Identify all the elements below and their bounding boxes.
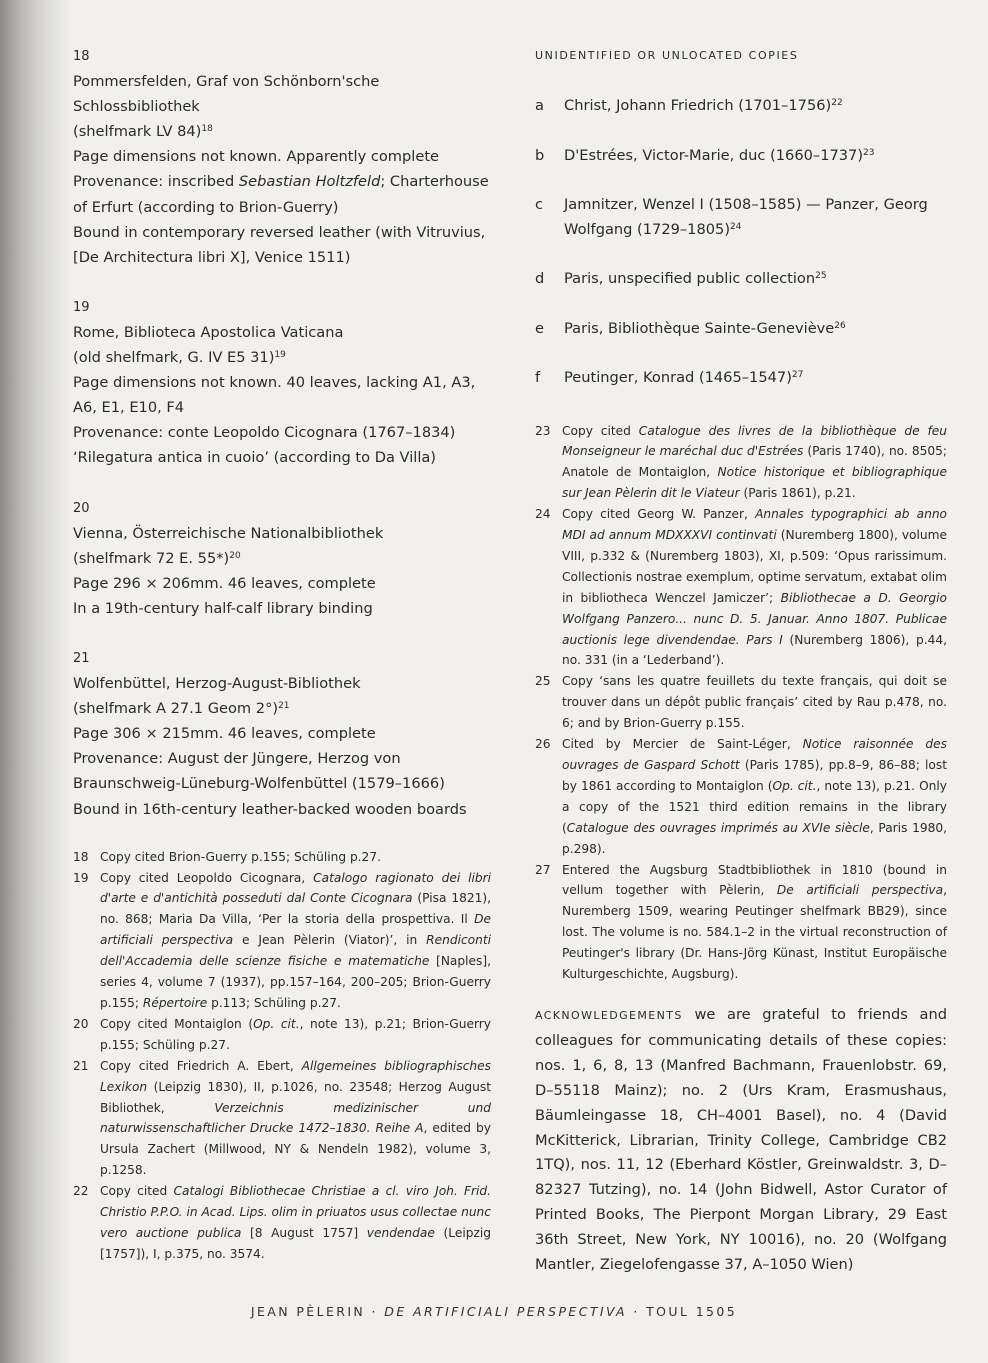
entry-line <box>73 546 491 571</box>
footnote <box>73 1181 491 1265</box>
line-text: Christ, Johann Friedrich (1701–1756) <box>564 97 832 114</box>
italic-text: Bibliothecae a D. Georgio Wolfgang Panzero... nunc D. 5. Januar. Anno 1807. Publicae auctionis lege divendendae. Pars I <box>562 590 948 647</box>
text-segment: Copy cited <box>562 423 639 438</box>
italic-text: Catalogue des livres de la bibliothèque de feu Monseigneur le maréchal duc d'Estrées <box>562 423 947 459</box>
footnote-number: 18 <box>73 849 89 864</box>
line-text: In a 19th-century half-calf library binding <box>73 599 373 617</box>
line-text: Jamnitzer, Wenzel I (1508–1585) — Panzer, Georg <box>564 196 928 213</box>
italic-text: Rendiconti dell'Accademia delle scienze fisiche e matematiche <box>100 933 492 969</box>
copy-entry <box>73 646 491 822</box>
copy-letter: d <box>535 270 545 287</box>
entry-line <box>73 746 491 771</box>
line-text: Provenance: conte Leopoldo Cicognara (1767–1834) <box>73 424 456 442</box>
entry-line <box>73 721 491 746</box>
text-segment: (Pisa 1821), no. 868; Maria Da Villa, ‘Per la storia della prospettiva. Il <box>100 891 491 927</box>
italic-text: De artificiali perspectiva <box>100 912 491 948</box>
footnote-reference: 20 <box>229 550 241 561</box>
text-segment: (Leipzig [1757]), I, p.375, no. 3574. <box>100 1225 491 1261</box>
copy-entry <box>73 496 491 621</box>
footnote-text <box>100 847 491 868</box>
left-column <box>73 44 491 1265</box>
footer-title: DE ARTIFICIALI PERSPECTIVA <box>384 1304 628 1319</box>
copy-body <box>564 366 803 391</box>
line-text: Vienna, Österreichische Nationalbibliothek <box>73 524 384 542</box>
footnote-reference: 21 <box>278 701 290 712</box>
copy-letter: c <box>535 196 544 213</box>
italic-text: Notice raisonnée des ouvrages de Gaspard Schott <box>562 737 947 772</box>
footer-place: · TOUL 1505 <box>627 1304 738 1319</box>
footnote-number: 24 <box>535 507 551 522</box>
text-segment: (Leipzig 1830), II, p.1026, no. 23548; Herzog August Bibliothek, <box>100 1079 491 1115</box>
italic-text: Op. cit. <box>253 1016 300 1031</box>
copy-entry <box>73 295 491 471</box>
entry-line <box>73 395 491 420</box>
copy-line <box>564 218 928 243</box>
italic-text: Annales typographici ab anno MDI ad annum MDXXXVI continvati <box>562 507 947 543</box>
line-text: Page dimensions not known. 40 leaves, lacking A1, A3, <box>73 374 476 392</box>
line-text: [De Architectura libri X], Venice 1511) <box>73 248 351 266</box>
italic-text: vendendae <box>366 1225 435 1240</box>
copy-letter: b <box>535 146 545 164</box>
text-segment: Copy cited Brion-Guerry p.155; Schüling p.27. <box>100 849 381 864</box>
italic-text: Verzeichnis medizinischer und naturwissenschaftlicher Drucke 1472–1830. Reihe A <box>100 1100 491 1136</box>
text-segment: Provenance: inscribed <box>73 173 239 191</box>
line-text: Paris, Bibliothèque Sainte-Geneviève <box>564 319 835 337</box>
entry-line <box>73 195 491 220</box>
line-text: Rome, Biblioteca Apostolica Vaticana <box>73 323 344 341</box>
footnote-text <box>562 504 947 671</box>
entry-line <box>73 671 491 696</box>
text-segment: [8 August 1757] <box>241 1225 367 1240</box>
entry-line <box>73 119 491 144</box>
footnote-reference: 22 <box>831 98 843 108</box>
entry-line <box>73 345 491 370</box>
text-segment: Copy cited <box>100 1184 174 1199</box>
line-text: Wolfgang (1729–1805) <box>564 220 731 238</box>
footnote-number: 19 <box>73 870 89 885</box>
footnotes-left <box>73 847 491 1265</box>
line-text: Schlossbibliothek <box>73 98 200 116</box>
italic-text: Op. cit. <box>772 778 817 793</box>
footnote <box>535 734 947 859</box>
entry-line <box>73 420 491 445</box>
footnote-text <box>562 671 947 734</box>
footnote <box>535 421 947 505</box>
acknowledgements-label: ACKNOWLEDGEMENTS <box>535 1008 683 1022</box>
copy-line <box>564 267 827 292</box>
entry-line <box>73 94 491 119</box>
footnote <box>535 860 947 985</box>
footnote <box>73 847 491 868</box>
text-segment: , note 13), p.21; Brion-Guerry p.155; Schüling p.27. <box>100 1016 491 1052</box>
footnote-reference: 19 <box>274 350 286 361</box>
footnote <box>535 504 947 671</box>
copy-line <box>564 366 803 391</box>
text-segment: (Paris 1785), pp.8–9, 86–88; lost by 1861 according to Montaiglon ( <box>562 758 947 793</box>
entry-line <box>73 220 491 245</box>
footnote-number: 21 <box>73 1058 89 1073</box>
text-segment: e Jean Pèlerin (Viator)’, in <box>233 933 427 948</box>
footnote-number: 25 <box>535 674 551 689</box>
italic-text: Catalogo ragionato dei libri d'arte e d'antichità posseduti dal Conte Cicognara <box>100 870 491 906</box>
entry-number: 19 <box>73 299 90 315</box>
footnote-text <box>100 1014 491 1056</box>
page-gutter-shadow <box>0 0 70 1363</box>
text-segment: ; Charterhouse <box>380 173 489 191</box>
text-segment: Copy cited Georg W. Panzer, <box>562 507 756 522</box>
footnote-text <box>100 1056 491 1181</box>
copy-entry <box>73 44 491 270</box>
entry-line <box>73 320 491 345</box>
footnote-text <box>100 868 491 1014</box>
unidentified-copy <box>535 317 947 342</box>
line-text: Peutinger, Konrad (1465–1547) <box>564 369 792 386</box>
line-text: Pommersfelden, Graf von Schönborn'sche <box>73 73 380 91</box>
entry-line <box>73 370 491 395</box>
text-segment: Cited by Mercier de Saint-Léger, <box>562 737 803 752</box>
entry-line <box>73 696 491 721</box>
line-text: A6, E1, E10, F4 <box>73 399 185 417</box>
line-text: Page dimensions not known. Apparently complete <box>73 148 440 166</box>
line-text: Paris, unspecified public collection <box>564 270 816 287</box>
footnote-number: 26 <box>535 737 551 752</box>
entry-line <box>73 245 491 270</box>
footnote-reference: 24 <box>730 221 742 232</box>
italic-text: Catalogi Bibliothecae Christiae a cl. viro Joh. Frid. Christio P.P.O. in Acad. Lips. olim in priuatos usus collectae nunc vero auctione publica <box>100 1184 492 1240</box>
copy-letter: f <box>535 369 541 386</box>
acknowledgements-text: we are grateful to friends and colleagues for communicating details of these copies: nos. 1, 6, 8, 13 (Manfred Bachmann, Frauenlobstr. 69, D–55118 Mainz); no. 2 (Urs Kram, Erasmushaus, Bäumleingasse 18, CH–4001 Basel), no. 4 (David McKitterick, Librarian, Trinity College, Cambridge CB2 1TQ), nos. 11, 12 (Eberhard Köstler, Greinwaldstr. 3, D–82327 Tutzing), no. 14 (John Bidwell, Astor Curator of Printed Books, The Pierpont Morgan Library, 29 East 36th Street, New York, NY 10016), no. 20 (Wolfgang Mantler, Ziegelofengasse 37, A–1050 Wien) <box>535 1005 948 1274</box>
line-text: D'Estrées, Victor-Marie, duc (1660–1737) <box>564 146 864 164</box>
entry-number: 20 <box>73 500 90 516</box>
entry-number: 18 <box>73 49 90 64</box>
text-segment: (Nuremberg 1806), p.44, no. 331 (in a ‘Lederband’). <box>562 632 947 668</box>
line-text: Provenance: August der Jüngere, Herzog von <box>73 750 401 768</box>
copy-line <box>564 193 928 218</box>
footnote-reference: 26 <box>834 320 846 331</box>
text-segment: , edited by Ursula Zachert (Millwood, NY & Nendeln 1982), volume 3, p.1258. <box>100 1121 491 1178</box>
line-text: of Erfurt (according to Brion-Guerry) <box>73 198 339 216</box>
footnote <box>535 671 947 734</box>
footnote-reference: 25 <box>815 271 827 281</box>
line-text: (shelfmark LV 84) <box>73 123 202 141</box>
text-segment: Copy ‘sans les quatre feuillets du texte français, qui doit se trouver dans un dépôt public français’ cited by Rau p.478, no. 6; and by Brion-Guerry p.155. <box>562 674 947 731</box>
footnote <box>73 1014 491 1056</box>
footnote <box>73 868 491 1014</box>
italic-text: Sebastian Holtzfeld <box>238 173 381 191</box>
entry-line <box>73 69 491 94</box>
line-text: (shelfmark 72 E. 55*) <box>73 549 230 567</box>
line-text: Wolfenbüttel, Herzog-August-Bibliothek <box>73 675 361 693</box>
text-segment: , note 13), p.21. Only a copy of the 1521 third edition remains in the library ( <box>562 778 947 835</box>
copy-body <box>564 94 843 119</box>
entry-line <box>73 596 491 621</box>
unidentified-copy <box>535 193 947 242</box>
line-text: (shelfmark A 27.1 Geom 2°) <box>73 700 279 718</box>
text-segment: Copy cited Leopoldo Cicognara, <box>100 870 314 885</box>
copy-letter: a <box>535 97 544 114</box>
text-segment: Entered the Augsburg Stadtbibliothek in 1810 (bound in vellum together with Pèlerin, <box>562 862 947 898</box>
italic-text: Catalogue des ouvrages imprimés au XVIe siècle <box>566 820 870 835</box>
line-text: Bound in 16th-century leather-backed wooden boards <box>73 800 467 818</box>
copy-line <box>564 94 843 119</box>
entry-line <box>73 144 491 169</box>
copy-body <box>564 317 846 342</box>
footnotes-right <box>535 421 947 985</box>
unidentified-copy <box>535 366 947 391</box>
text-segment: p.113; Schüling p.27. <box>207 995 341 1010</box>
copy-body <box>564 267 827 292</box>
italic-text: Notice historique et bibliographique sur Jean Pèlerin dit le Viateur <box>562 465 948 501</box>
acknowledgements <box>535 1003 947 1278</box>
text-segment: (Paris 1740), no. 8505; Anatole de Montaiglon, <box>562 444 947 480</box>
copy-body <box>564 144 874 169</box>
footnote-reference: 23 <box>863 147 875 158</box>
footnote-text <box>562 860 947 985</box>
italic-text: Allgemeines bibliographisches Lexikon <box>100 1058 491 1094</box>
entry-line <box>73 169 491 194</box>
text-segment: , Nuremberg 1509, wearing Peutinger shelfmark BB29), since lost. The volume is no. 584.1–2 in the virtual reconstruction of Peutinger's library (Dr. Hans-Jörg Künast, Institut Europäische Kulturgeschichte, Augsburg). <box>562 883 947 982</box>
footer-author: JEAN PÈLERIN · <box>250 1304 385 1319</box>
unidentified-copy <box>535 144 947 169</box>
entry-line <box>73 521 491 546</box>
footnote <box>73 1056 491 1181</box>
text-segment: (Paris 1861), p.21. <box>739 486 856 501</box>
footnote-reference: 18 <box>201 124 213 135</box>
text-segment: Copy cited Friedrich A. Ebert, <box>100 1058 302 1073</box>
footnote-text <box>100 1181 491 1265</box>
entry-line <box>73 571 491 596</box>
footnote-number: 27 <box>535 862 551 877</box>
line-text: Page 296 × 206mm. 46 leaves, complete <box>73 574 376 592</box>
italic-text: De artificiali perspectiva <box>776 883 944 898</box>
footnote-reference: 27 <box>791 370 804 380</box>
line-text: (old shelfmark, G. IV E5 31) <box>73 349 275 367</box>
entry-line <box>73 771 491 796</box>
section-heading: UNIDENTIFIED OR UNLOCATED COPIES <box>535 49 799 62</box>
line-text: Bound in contemporary reversed leather (with Vitruvius, <box>73 223 486 241</box>
entry-line <box>73 445 491 470</box>
text-segment: , Paris 1980, p.298). <box>562 820 947 856</box>
copy-line <box>564 317 846 342</box>
running-footer <box>0 1304 988 1319</box>
line-text: ‘Rilegatura antica in cuoio’ (according to Da Villa) <box>73 449 437 467</box>
copies-list <box>73 44 491 822</box>
footnote-number: 20 <box>73 1016 89 1031</box>
line-text: Braunschweig-Lüneburg-Wolfenbüttel (1579–1666) <box>73 775 445 793</box>
copy-body <box>564 193 928 242</box>
italic-text: Répertoire <box>142 995 208 1010</box>
entry-line <box>73 797 491 822</box>
copy-line <box>564 144 874 169</box>
footnote-number: 22 <box>73 1184 89 1199</box>
text-segment: [Naples], series 4, volume 7 (1937), pp.157–164, 200–205; Brion-Guerry p.155; <box>100 954 491 1010</box>
unidentified-copies-list <box>535 94 947 391</box>
text-segment: Copy cited Montaiglon ( <box>100 1016 254 1031</box>
copy-letter: e <box>535 319 544 337</box>
right-column <box>535 48 947 1278</box>
line-text: Page 306 × 215mm. 46 leaves, complete <box>73 725 376 743</box>
entry-number: 21 <box>73 650 90 666</box>
footnote-text <box>562 421 947 505</box>
unidentified-copy <box>535 267 947 292</box>
footnote-number: 23 <box>535 423 551 438</box>
unidentified-copy <box>535 94 947 119</box>
text-segment: (Nuremberg 1800), volume VIII, p.332 & (Nuremberg 1803), XI, p.509: ‘Opus rarissimum. Collectionis nostrae exemplum, optime servatum, extabat olim in bibliotheca Wenczel Jamiczer’; <box>562 528 947 605</box>
footnote-text <box>562 734 947 859</box>
